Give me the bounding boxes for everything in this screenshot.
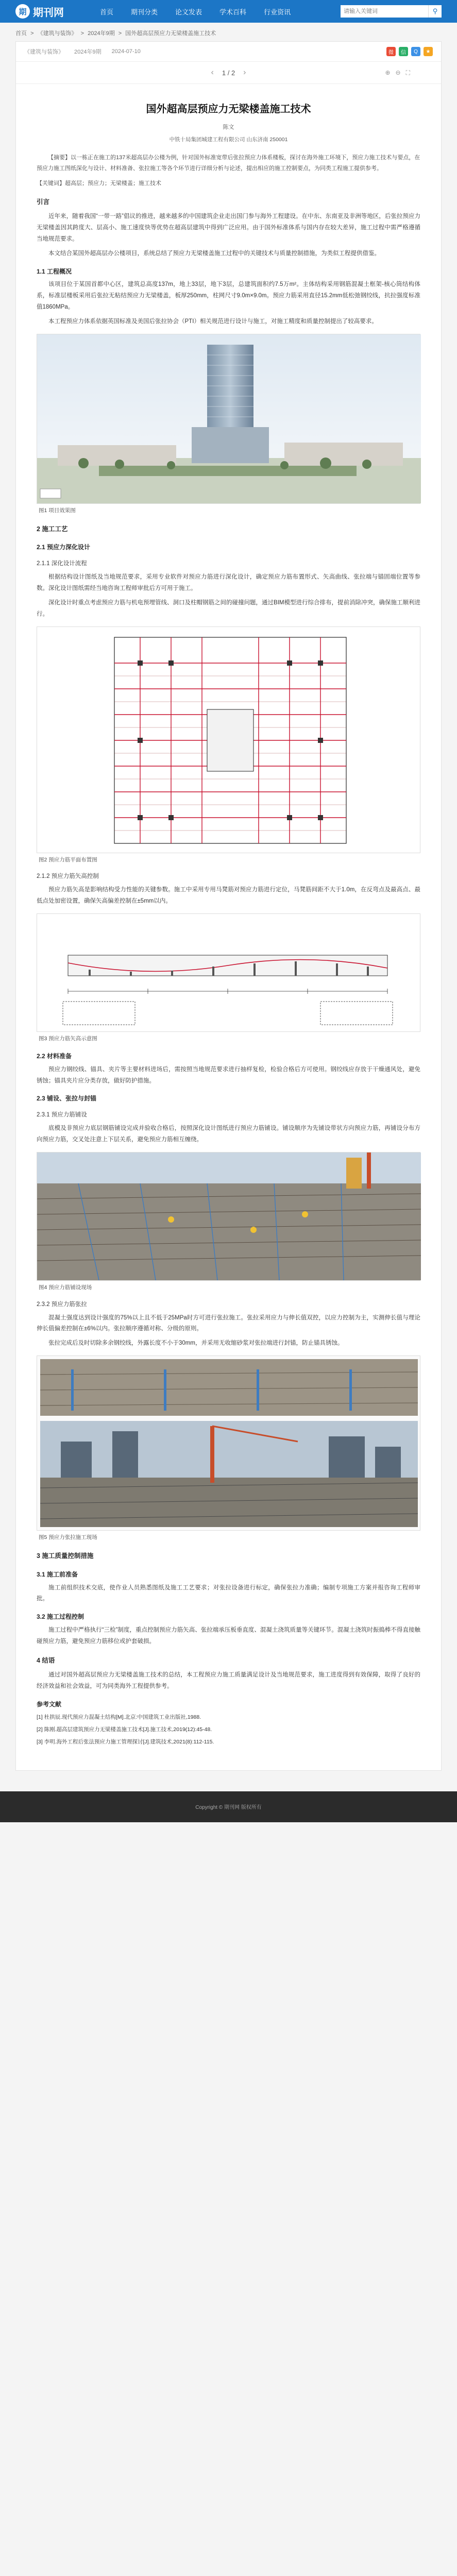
figure-caption: 图3 预应力筋矢高示意图 bbox=[39, 1035, 97, 1042]
site-photo-laying-image bbox=[37, 1153, 421, 1280]
breadcrumb-sep: > bbox=[118, 30, 122, 37]
article-title: 国外超高层预应力无梁楼盖施工技术 bbox=[146, 104, 311, 115]
section-heading: 2 施工工艺 bbox=[37, 525, 68, 533]
paragraph: 本文结合某国外超高层办公楼项目，系统总结了预应力无梁楼盖施工过程中的关键技术与质量控制措施，为类似工程提供借鉴。 bbox=[48, 250, 380, 257]
meta-date: 2024-07-10 bbox=[111, 48, 141, 55]
pager-status bbox=[222, 69, 235, 77]
share-weibo-icon[interactable]: 微 bbox=[386, 47, 396, 56]
nav-item-news[interactable]: 行业资讯 bbox=[264, 8, 291, 16]
section-heading: 2.3 铺设、张拉与封锚 bbox=[37, 1095, 97, 1103]
nav-item-categories[interactable]: 期刊分类 bbox=[131, 8, 158, 16]
nav-item-home[interactable]: 首页 bbox=[100, 8, 114, 16]
section-heading: 3.2 施工过程控制 bbox=[37, 1613, 84, 1621]
paragraph: 施工过程中严格执行“三检”制度，重点控制预应力筋矢高、张拉端承压板垂直度、混凝土浇筑质量等关键环节。混凝土浇筑时振捣棒不得直接触碰预应力筋，避免预应力筋移位或护套破损。 bbox=[37, 1627, 420, 1645]
paragraph: 深化设计时重点考虑预应力筋与机电预埋管线、洞口及柱帽钢筋之间的碰撞问题，通过BIM模型进行综合排布，提前消除冲突，确保施工顺利进行。 bbox=[37, 599, 420, 617]
breadcrumb-home[interactable]: 首页 bbox=[15, 30, 27, 37]
tendon-plan-drawing bbox=[37, 627, 421, 853]
figure-caption: 图4 预应力筋铺设现场 bbox=[39, 1284, 92, 1291]
section-heading: 2.2 材料准备 bbox=[37, 1052, 72, 1060]
reference-item: [3] 李明.海外工程后张法预应力施工管理探讨[J].建筑技术,2021(8):112-115. bbox=[37, 1738, 214, 1745]
paragraph: 底模及非预应力底层钢筋铺设完成并验收合格后，按照深化设计图纸进行预应力筋铺设。铺设顺序为先铺设带状方向预应力筋，再铺设分布方向预应力筋，交叉处注意上下层关系，避免预应力筋相互缠绕。 bbox=[37, 1125, 420, 1143]
tendon-profile-drawing bbox=[37, 914, 421, 1031]
section-heading: 2.3.1 预应力筋铺设 bbox=[37, 1112, 87, 1118]
section-heading: 2.1.2 预应力筋矢高控制 bbox=[37, 873, 99, 880]
section-heading: 4 结语 bbox=[37, 1656, 55, 1664]
paragraph: 张拉完成后及时切除多余钢绞线，外露长度不小于30mm，并采用无收缩砂浆对张拉端进行封锚，防止锚具锈蚀。 bbox=[48, 1340, 344, 1347]
paragraph: 近年来，随着我国“一带一路”倡议的推进，越来越多的中国建筑企业走出国门参与海外工程建设。在中东、东南亚及非洲等地区，后张拉预应力无梁楼盖因其跨度大、层高小、施工速度快等优势在超高层建筑中得到广泛应用。由于国外标准体系与国内存在较大差异，施工过程中需严格遵循当地规范要求。 bbox=[37, 213, 420, 242]
meta-issue: 2024年9期 bbox=[74, 49, 101, 55]
breadcrumb-journal[interactable]: 《建筑与装饰》 bbox=[37, 30, 77, 37]
share-wechat-icon[interactable]: 信 bbox=[399, 47, 408, 56]
pager-sep: / bbox=[227, 69, 230, 77]
share-buttons bbox=[386, 47, 433, 56]
breadcrumb bbox=[0, 23, 457, 41]
reference-item: [2] 陈刚.超高层建筑预应力无梁楼盖施工技术[J].施工技术,2019(12):45-48. bbox=[37, 1726, 212, 1733]
logo-text: 期刊网 bbox=[33, 7, 64, 19]
pager-total: 2 bbox=[231, 69, 235, 77]
figure-caption: 图5 预应力张拉施工现场 bbox=[39, 1534, 97, 1541]
figure-caption: 图2 预应力筋平面布置图 bbox=[39, 856, 97, 863]
section-heading: 引言 bbox=[37, 198, 50, 206]
paragraph: 施工前组织技术交底，使作业人员熟悉图纸及施工工艺要求；对张拉设备进行标定，确保张拉力准确；编制专项施工方案并报咨询工程师审批。 bbox=[37, 1584, 420, 1602]
figure-tendon-profile bbox=[37, 913, 420, 1032]
paragraph: 混凝土强度达到设计强度的75%以上且不低于25MPa时方可进行张拉施工。张拉采用应力与伸长值双控，以应力控制为主，实测伸长值与理论伸长值偏差控制在±6%以内。张拉顺序遵循对称、分级的原则。 bbox=[37, 1314, 420, 1332]
nav-item-publish[interactable]: 论文发表 bbox=[175, 8, 202, 16]
references-list bbox=[37, 1713, 420, 1748]
paragraph: 根据结构设计图纸及当地规范要求，采用专业软件对预应力筋进行深化设计，确定预应力筋布置形式、矢高曲线、张拉端与锚固端位置等参数。深化设计图纸需经当地咨询工程师审批后方可用于施工。 bbox=[37, 574, 420, 591]
nav-item-wiki[interactable]: 学术百科 bbox=[219, 8, 247, 16]
pager-tools bbox=[385, 69, 410, 77]
breadcrumb-sep: > bbox=[80, 30, 84, 37]
article-keywords: 【关键词】超高层；预应力；无梁楼盖；施工技术 bbox=[37, 180, 161, 187]
article-container bbox=[15, 41, 442, 1771]
article-affiliation: 中铁十局集团城建工程有限公司 山东济南 250001 bbox=[169, 136, 288, 143]
next-page-icon[interactable]: › bbox=[243, 68, 246, 77]
figure-tendon-layout-plan bbox=[37, 626, 420, 853]
share-qq-icon[interactable]: Q bbox=[411, 47, 420, 56]
breadcrumb-sep: > bbox=[30, 30, 34, 37]
paragraph: 通过对国外超高层预应力无梁楼盖施工技术的总结，本工程预应力施工质量满足设计及当地规范要求，施工进度得到有效保障，取得了良好的经济效益和社会效益，可为同类海外工程提供参考。 bbox=[37, 1672, 420, 1690]
top-bar bbox=[0, 0, 457, 23]
figure-building-rendering bbox=[37, 334, 420, 504]
reference-item: [1] 杜拱辰.现代预应力混凝土结构[M].北京:中国建筑工业出版社,1988. bbox=[37, 1714, 201, 1720]
meta-journal[interactable]: 《建筑与装饰》 bbox=[24, 49, 64, 55]
share-qzone-icon[interactable]: ★ bbox=[424, 47, 433, 56]
zoom-out-icon[interactable]: ⊖ bbox=[395, 69, 401, 76]
search-input[interactable] bbox=[341, 5, 428, 18]
search-box bbox=[341, 5, 442, 18]
article-meta bbox=[16, 42, 441, 62]
section-heading: 1.1 工程概况 bbox=[37, 267, 72, 275]
paragraph: 该项目位于某国首都中心区，建筑总高度137m，地上33层，地下3层，总建筑面积约7.5万m²。主体结构采用钢筋混凝土框架-核心筒结构体系，标准层楼板采用后张拉无粘结预应力无梁楼盖，板厚250mm，柱网尺寸9.0m×9.0m。预应力筋采用直径15.2mm低松弛钢绞线，抗拉强度标准值1860MPa。 bbox=[37, 281, 420, 311]
footer-copyright: Copyright © 期刊网 版权所有 bbox=[195, 1805, 262, 1811]
paragraph: 预应力筋矢高是影响结构受力性能的关键参数。施工中采用专用马凳筋对预应力筋进行定位，马凳筋间距不大于1.0m，在反弯点及最高点、最低点处加密设置，确保矢高偏差控制在±5mm以内。 bbox=[37, 887, 420, 905]
building-rendering-image bbox=[37, 334, 421, 503]
breadcrumb-current: 国外超高层预应力无梁楼盖施工技术 bbox=[125, 30, 216, 37]
prev-page-icon[interactable]: ‹ bbox=[211, 68, 214, 77]
site-photo-tensioning-image bbox=[40, 1359, 418, 1527]
pager-current: 1 bbox=[222, 69, 226, 77]
section-heading: 2.3.2 预应力筋张拉 bbox=[37, 1301, 87, 1308]
section-heading: 3.1 施工前准备 bbox=[37, 1570, 78, 1578]
section-heading: 2.1.1 深化设计流程 bbox=[37, 561, 87, 567]
search-icon[interactable]: ⚲ bbox=[428, 5, 442, 18]
page-footer bbox=[0, 1791, 457, 1822]
article-body bbox=[16, 84, 441, 1770]
section-heading: 3 施工质量控制措施 bbox=[37, 1552, 94, 1560]
paragraph: 本工程预应力体系依据英国标准及美国后张拉协会（PTI）相关规范进行设计与施工，对施工精度和质量控制提出了较高要求。 bbox=[48, 318, 378, 325]
fullscreen-icon[interactable]: ⛶ bbox=[405, 69, 410, 76]
figure-site-photo-laying bbox=[37, 1152, 420, 1281]
logo-icon: 期 bbox=[15, 4, 30, 19]
figure-caption: 图1 项目效果图 bbox=[39, 507, 76, 514]
zoom-in-icon[interactable]: ⊕ bbox=[385, 69, 391, 76]
references-heading: 参考文献 bbox=[37, 1701, 62, 1708]
page-pager bbox=[16, 62, 441, 84]
figure-site-photo-tensioning bbox=[37, 1355, 420, 1531]
breadcrumb-issue[interactable]: 2024年9期 bbox=[88, 30, 115, 37]
section-heading: 2.1 预应力深化设计 bbox=[37, 544, 91, 551]
article-abstract: 【摘要】以一栋正在施工的137米超高层办公楼为例，针对国外标准宽带后张拉预应力体系楼板，探讨在海外施工环境下，预应力施工技术与要点，在预应力施工图纸深化与设计、材料准备、张拉施工等各个环节进行详细分析与论述，提出相应的施工控制要点，为同类工程施工提供参考。 bbox=[37, 154, 420, 172]
paragraph: 预应力钢绞线、锚具、夹片等主要材料进场后，需按照当地规范要求进行抽样复检，检验合格后方可使用。钢绞线应存放于干燥通风处，避免锈蚀；锚具夹片应分类存放，做好防护措施。 bbox=[37, 1066, 420, 1084]
main-nav bbox=[100, 7, 291, 16]
pager-wrapper bbox=[16, 62, 441, 84]
article-author: 陈文 bbox=[223, 124, 234, 130]
site-logo[interactable] bbox=[15, 4, 64, 19]
